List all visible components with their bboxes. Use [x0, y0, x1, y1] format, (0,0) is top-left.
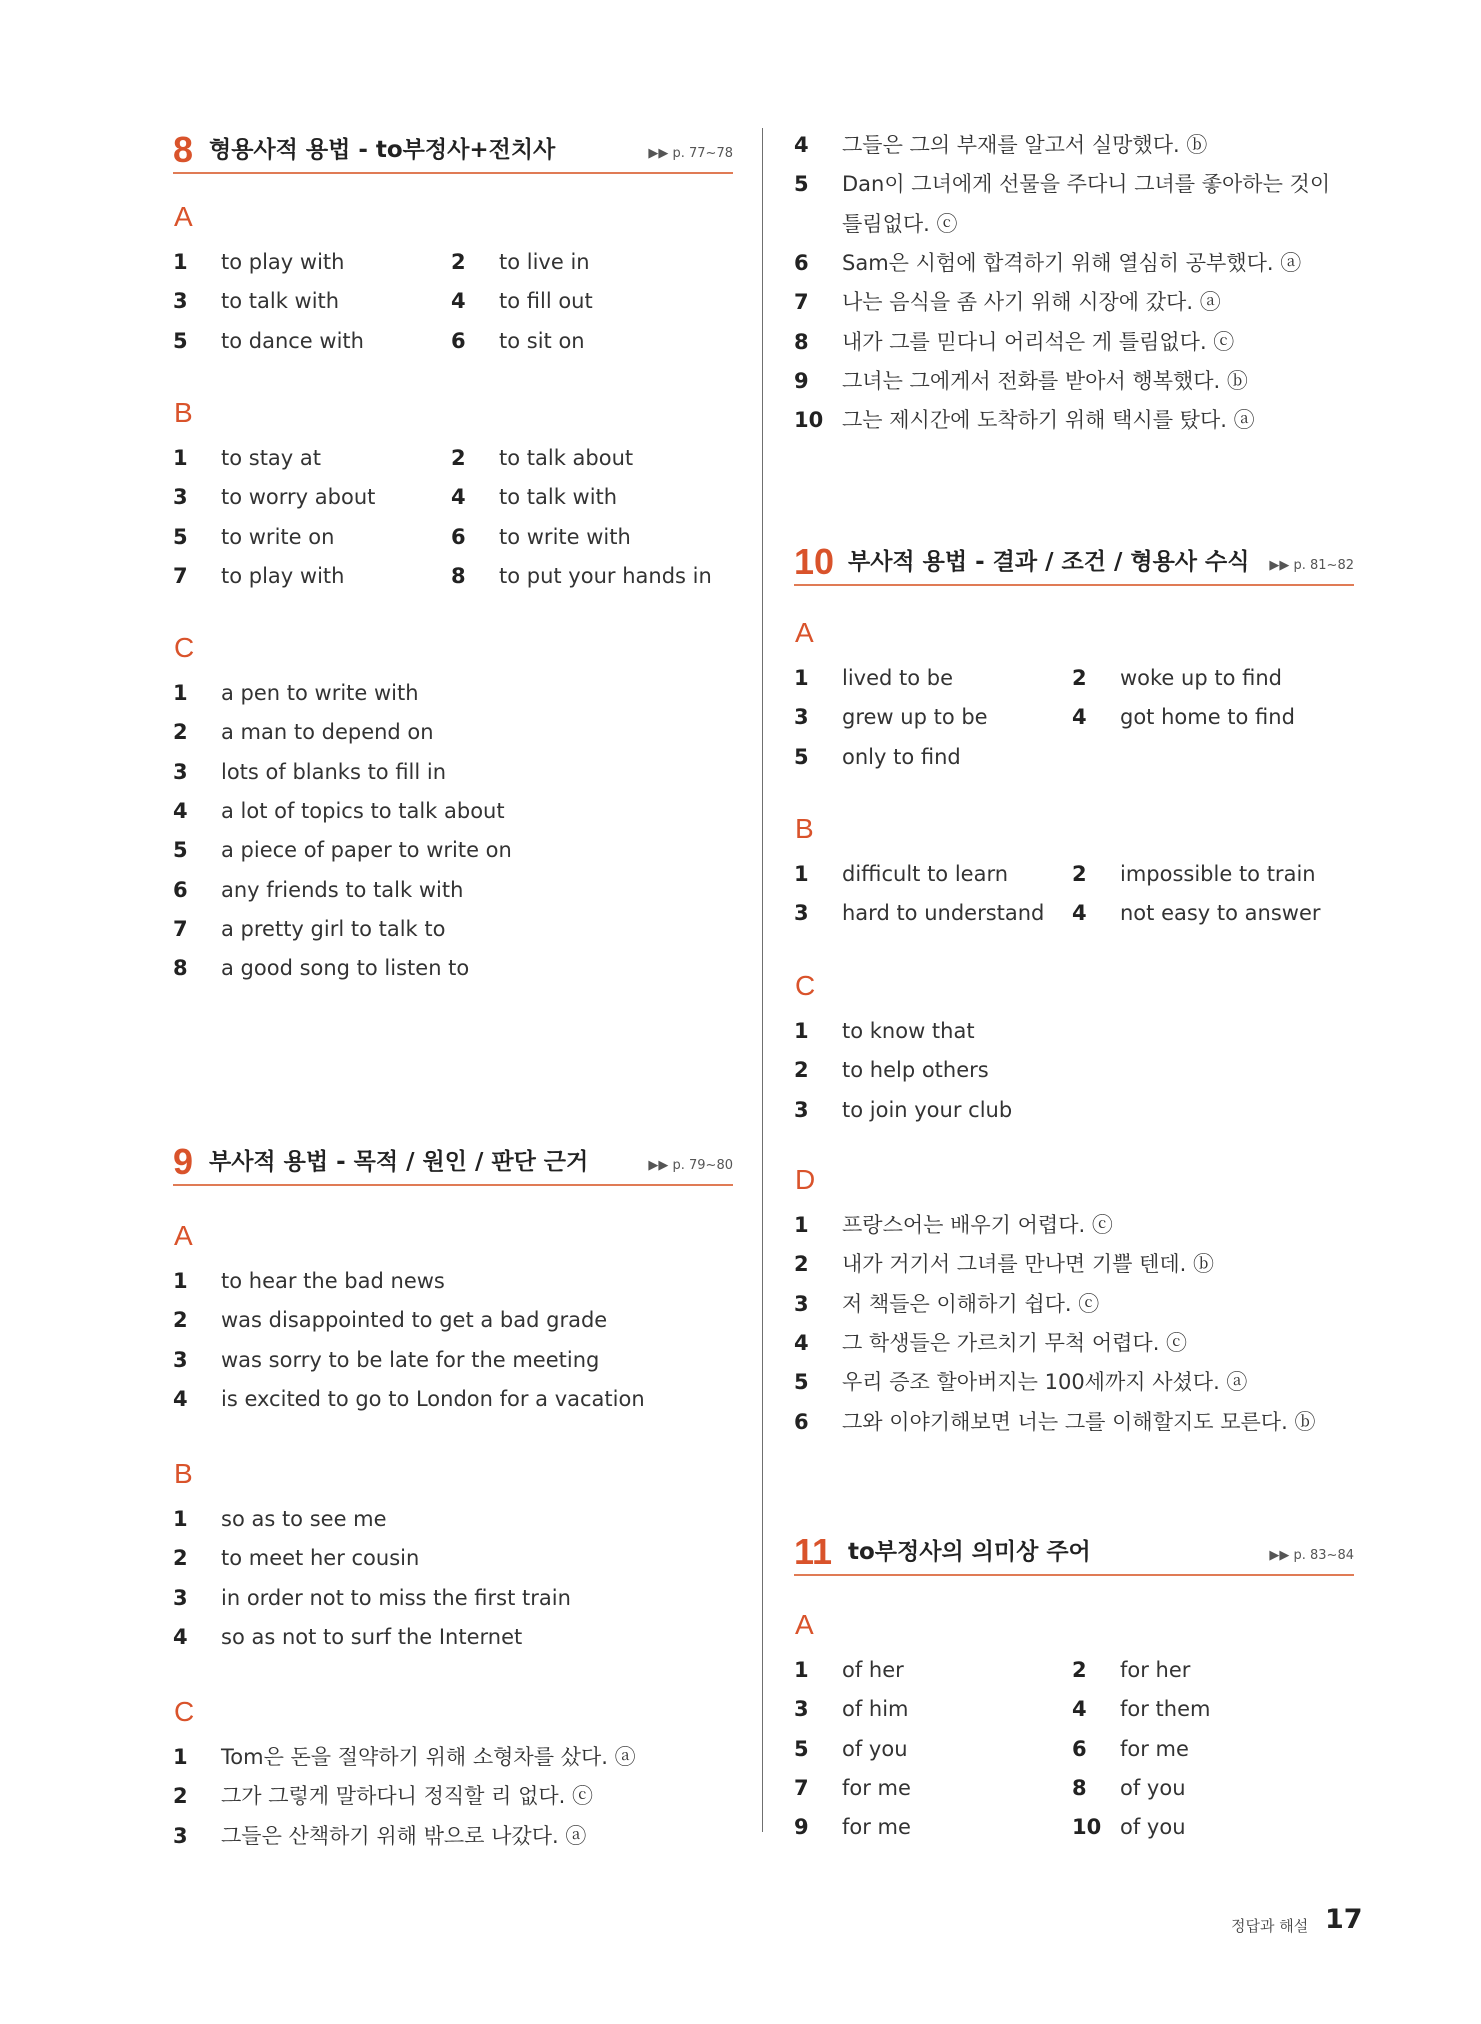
answer-row: [173, 482, 733, 512]
item-number: 9: [794, 368, 809, 393]
item-number: 1: [173, 250, 188, 274]
answer-text: any friends to talk with: [221, 877, 464, 902]
answer-text: to join your club: [842, 1097, 1013, 1122]
item-number: 6: [794, 1409, 809, 1434]
answer-text: hard to understand: [842, 901, 1045, 926]
answer-text: a lot of topics to talk about: [221, 798, 505, 823]
answer-text: only to find: [842, 744, 961, 769]
answer-row: [794, 742, 1354, 772]
item-number: 8: [173, 956, 188, 981]
answer-text: to live in: [499, 250, 590, 274]
item-number: 2: [1072, 1658, 1087, 1682]
answer-text: woke up to find: [1120, 666, 1282, 690]
answer-text: lived to be: [842, 666, 954, 690]
answer-row: [173, 678, 733, 708]
item-number: 3: [794, 1291, 809, 1316]
item-number: 7: [173, 916, 188, 941]
answer-row: [794, 1055, 1354, 1085]
item-number: 2: [451, 446, 466, 470]
exercise-letter: C: [174, 1696, 195, 1727]
answer-text: to hear the bad news: [221, 1269, 445, 1293]
answer-row: [173, 717, 733, 747]
item-number: 3: [173, 289, 188, 314]
page-reference: ▶▶ p. 77~78: [648, 146, 733, 161]
item-number: 3: [794, 1697, 809, 1722]
exercise-letter: A: [795, 1609, 814, 1640]
section-header: [173, 128, 733, 174]
exercise-letter: D: [795, 1164, 816, 1195]
section-9: [173, 1140, 733, 1186]
answer-row: [794, 1773, 1354, 1803]
answer-row: [794, 1016, 1354, 1046]
answer-text: to know that: [842, 1019, 975, 1043]
item-number: 3: [794, 901, 809, 926]
footer-label: 정답과 해설: [1231, 1917, 1309, 1935]
answer-text: 그녀는 그에게서 전화를 받아서 행복했다. ⓑ: [842, 368, 1248, 393]
answer-text: to talk about: [499, 446, 634, 470]
section-header: [794, 1530, 1354, 1576]
answer-text: to write on: [221, 524, 335, 549]
answer-row: [173, 757, 733, 787]
answer-text: Sam은 시험에 합격하기 위해 열심히 공부했다. ⓐ: [842, 250, 1302, 275]
answer-text: grew up to be: [842, 705, 988, 730]
item-number: 4: [794, 133, 809, 157]
item-number: 3: [173, 1585, 188, 1610]
item-number: 1: [173, 446, 188, 470]
answer-text: for her: [1120, 1658, 1191, 1682]
answer-row: [173, 286, 733, 316]
item-number: 4: [1072, 1697, 1087, 1722]
answer-row: [173, 1384, 733, 1414]
answer-text: to talk with: [499, 485, 618, 510]
answer-row: [173, 443, 733, 473]
item-number: 5: [794, 1370, 809, 1395]
exercise-letter: A: [174, 201, 193, 232]
exercise-letter: B: [174, 397, 193, 428]
answer-row: [794, 169, 1354, 199]
item-number: 5: [794, 1736, 809, 1761]
answer-row: [173, 914, 733, 944]
answer-text: a pretty girl to talk to: [221, 916, 446, 941]
page-reference: ▶▶ p. 83~84: [1269, 1548, 1354, 1563]
answer-text: for them: [1120, 1697, 1211, 1722]
answer-row: [794, 1694, 1354, 1724]
item-number: 4: [1072, 901, 1087, 926]
item-number: 2: [794, 1058, 809, 1083]
column-divider: [762, 128, 763, 1832]
exercise-letter: C: [174, 632, 195, 663]
answer-row: [794, 209, 1354, 239]
item-number: 1: [794, 1213, 809, 1237]
item-number: 2: [1072, 666, 1087, 690]
answer-text: 프랑스어는 배우기 어렵다. ⓒ: [842, 1213, 1113, 1237]
answer-row: [173, 522, 733, 552]
item-number: 5: [794, 744, 809, 769]
answer-text: Dan이 그녀에게 선물을 주다니 그녀를 좋아하는 것이: [842, 172, 1331, 197]
answer-text: a good song to listen to: [221, 956, 470, 981]
item-number: 2: [451, 250, 466, 274]
answer-row: [794, 898, 1354, 928]
answer-text: 그들은 그의 부재를 알고서 실망했다. ⓑ: [842, 133, 1208, 157]
answer-text: to play with: [221, 563, 345, 588]
answer-row: [794, 1367, 1354, 1397]
answer-text: of you: [842, 1736, 908, 1761]
item-number: 2: [173, 720, 188, 745]
answer-text: for me: [842, 1815, 911, 1840]
item-number: 5: [794, 172, 809, 197]
answer-text: to help others: [842, 1058, 989, 1083]
answer-row: [794, 1289, 1354, 1319]
item-number: 4: [451, 485, 466, 510]
answer-row: [173, 561, 733, 591]
item-number: 4: [173, 798, 188, 823]
answer-row: [794, 1812, 1354, 1842]
answer-text: to meet her cousin: [221, 1546, 420, 1571]
item-number: 8: [794, 329, 809, 354]
item-number: 6: [173, 877, 188, 902]
answer-text: of her: [842, 1658, 904, 1682]
answer-text: to dance with: [221, 328, 364, 353]
answer-text: 그 학생들은 가르치기 무척 어렵다. ⓒ: [842, 1330, 1188, 1355]
answer-text: difficult to learn: [842, 862, 1009, 886]
item-number: 6: [451, 328, 466, 353]
answer-row: [794, 1249, 1354, 1279]
answer-row: [173, 1305, 733, 1335]
item-number: 4: [173, 1624, 188, 1649]
item-number: 6: [794, 250, 809, 275]
item-number: 2: [173, 1784, 188, 1809]
item-number: 10: [794, 408, 824, 433]
answer-text: a pen to write with: [221, 681, 419, 705]
item-number: 9: [794, 1815, 809, 1840]
answer-text: a piece of paper to write on: [221, 838, 512, 863]
answer-row: [173, 1622, 733, 1652]
section-11: [794, 1530, 1354, 1576]
answer-text: got home to find: [1120, 705, 1295, 730]
answer-row: [794, 327, 1354, 357]
answer-row: [173, 326, 733, 356]
item-number: 1: [794, 666, 809, 690]
answer-row: [173, 875, 733, 905]
page-reference: ▶▶ p. 79~80: [648, 1158, 733, 1173]
answer-row: [173, 1742, 733, 1772]
answer-text: 틀림없다. ⓒ: [842, 211, 958, 236]
answer-row: [794, 130, 1354, 160]
answer-text: to sit on: [499, 328, 585, 353]
answer-text: for me: [1120, 1736, 1189, 1761]
item-number: 5: [173, 838, 188, 863]
answer-text: to put your hands in: [499, 563, 712, 588]
answer-row: [794, 702, 1354, 732]
section-title: 부사적 용법 - 결과 / 조건 / 형용사 수식: [848, 549, 1250, 575]
answer-text: Tom은 돈을 절약하기 위해 소형차를 샀다. ⓐ: [221, 1745, 636, 1769]
answer-text: in order not to miss the first train: [221, 1585, 571, 1610]
answer-text: of you: [1120, 1815, 1186, 1840]
answer-text: 그들은 산책하기 위해 밖으로 나갔다. ⓐ: [221, 1823, 587, 1848]
answer-row: [794, 1734, 1354, 1764]
answer-text: 저 책들은 이해하기 쉽다. ⓒ: [842, 1291, 1100, 1316]
answer-text: 내가 거기서 그녀를 만나면 기쁠 텐데. ⓑ: [842, 1252, 1215, 1277]
answer-text: 나는 음식을 좀 사기 위해 시장에 갔다. ⓐ: [842, 290, 1221, 315]
exercise-letter: B: [795, 813, 814, 844]
item-number: 8: [1072, 1775, 1087, 1800]
section-number: 8: [173, 129, 194, 170]
section-number: 10: [794, 541, 835, 582]
answer-text: 그와 이야기해보면 너는 그를 이해할지도 모른다. ⓑ: [842, 1409, 1316, 1434]
page-reference: ▶▶ p. 81~82: [1269, 558, 1354, 573]
section-title: 형용사적 용법 - to부정사+전치사: [209, 137, 556, 163]
answer-row: [794, 1210, 1354, 1240]
item-number: 4: [451, 289, 466, 314]
answer-text: of him: [842, 1697, 909, 1722]
answer-text: to write with: [499, 524, 631, 549]
answer-text: was sorry to be late for the meeting: [221, 1347, 600, 1372]
answer-text: to stay at: [221, 446, 322, 470]
answer-row: [173, 953, 733, 983]
item-number: 2: [794, 1252, 809, 1277]
item-number: 3: [173, 1823, 188, 1848]
item-number: 10: [1072, 1815, 1102, 1840]
item-number: 1: [173, 681, 188, 705]
item-number: 3: [794, 705, 809, 730]
answer-text: to worry about: [221, 485, 376, 510]
section-number: 11: [794, 1531, 833, 1572]
item-number: 1: [794, 862, 809, 886]
item-number: 7: [794, 1775, 809, 1800]
item-number: 6: [451, 524, 466, 549]
answer-text: of you: [1120, 1775, 1186, 1800]
answer-row: [173, 835, 733, 865]
item-number: 1: [173, 1269, 188, 1293]
section-title: to부정사의 의미상 주어: [848, 1539, 1091, 1565]
answer-text: 내가 그를 믿다니 어리석은 게 틀림없다. ⓒ: [842, 329, 1235, 354]
item-number: 2: [1072, 862, 1087, 886]
section-number: 9: [173, 1141, 194, 1182]
item-number: 3: [794, 1097, 809, 1122]
answer-text: is excited to go to London for a vacation: [221, 1386, 645, 1411]
answer-text: 그가 그렇게 말하다니 정직할 리 없다. ⓒ: [221, 1784, 594, 1809]
item-number: 3: [173, 759, 188, 784]
answer-text: impossible to train: [1120, 862, 1316, 886]
exercise-letter: B: [174, 1458, 193, 1489]
answer-text: 그는 제시간에 도착하기 위해 택시를 탔다. ⓐ: [842, 408, 1255, 433]
answer-row: [794, 366, 1354, 396]
item-number: 4: [1072, 705, 1087, 730]
item-number: 6: [1072, 1736, 1087, 1761]
item-number: 5: [173, 328, 188, 353]
exercise-letter: C: [795, 970, 816, 1001]
item-number: 7: [794, 290, 809, 315]
answer-row: [794, 663, 1354, 693]
item-number: 8: [451, 563, 466, 588]
exercise-letter: A: [174, 1220, 193, 1251]
answer-row: [794, 1655, 1354, 1685]
answer-row: [173, 1821, 733, 1851]
answer-text: for me: [842, 1775, 911, 1800]
answer-row: [794, 405, 1354, 435]
answer-row: [173, 1543, 733, 1573]
answer-text: to talk with: [221, 289, 340, 314]
item-number: 1: [794, 1658, 809, 1682]
section-header: [794, 540, 1354, 586]
answer-text: 우리 증조 할아버지는 100세까지 사셨다. ⓐ: [842, 1370, 1248, 1395]
answer-row: [794, 1407, 1354, 1437]
item-number: 1: [173, 1745, 188, 1769]
section-title: 부사적 용법 - 목적 / 원인 / 판단 근거: [209, 1149, 589, 1175]
item-number: 1: [173, 1507, 188, 1531]
answer-row: [173, 1583, 733, 1613]
item-number: 2: [173, 1546, 188, 1571]
answer-row: [794, 248, 1354, 278]
answer-text: to fill out: [499, 289, 593, 314]
section-header: [173, 1140, 733, 1186]
answer-text: was disappointed to get a bad grade: [221, 1308, 608, 1333]
item-number: 1: [794, 1019, 809, 1043]
answer-row: [173, 1504, 733, 1534]
answer-row: [173, 1781, 733, 1811]
answer-text: lots of blanks to fill in: [221, 759, 447, 784]
answer-text: not easy to answer: [1120, 901, 1321, 926]
answer-row: [794, 1328, 1354, 1358]
answer-row: [794, 1095, 1354, 1125]
page-number: 17: [1325, 1904, 1363, 1935]
answer-row: [173, 796, 733, 826]
section-10: [794, 540, 1354, 586]
answer-text: a man to depend on: [221, 720, 434, 745]
item-number: 4: [173, 1386, 188, 1411]
answer-row: [173, 1345, 733, 1375]
item-number: 7: [173, 563, 188, 588]
item-number: 5: [173, 524, 188, 549]
answer-text: so as not to surf the Internet: [221, 1624, 523, 1649]
exercise-letter: A: [795, 617, 814, 648]
answer-text: so as to see me: [221, 1507, 387, 1531]
answer-row: [173, 247, 733, 277]
item-number: 2: [173, 1308, 188, 1333]
item-number: 4: [794, 1330, 809, 1355]
answer-row: [173, 1266, 733, 1296]
section-8: [173, 128, 733, 174]
answer-text: to play with: [221, 250, 345, 274]
item-number: 3: [173, 485, 188, 510]
answer-row: [794, 287, 1354, 317]
answer-row: [794, 859, 1354, 889]
item-number: 3: [173, 1347, 188, 1372]
